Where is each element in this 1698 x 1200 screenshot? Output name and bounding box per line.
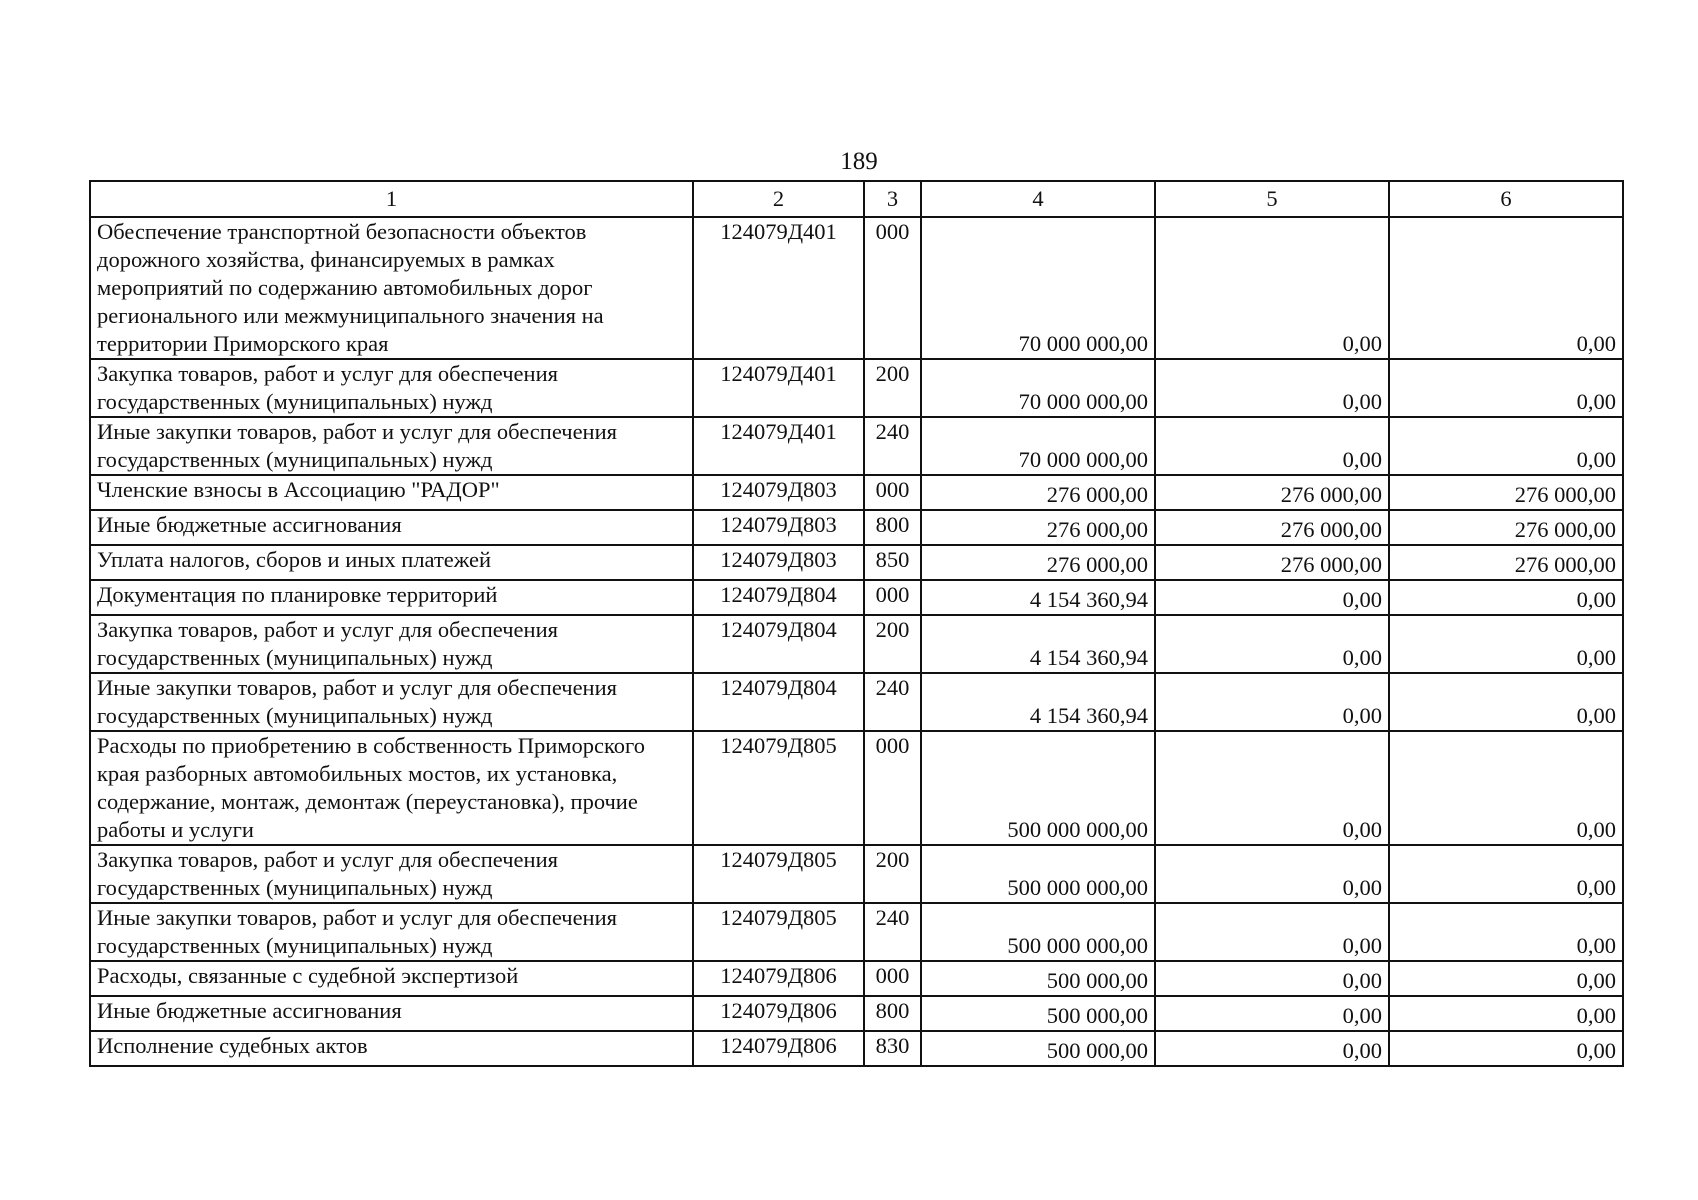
- row-name: Закупка товаров, работ и услуг для обеспечения государственных (муниципальных) нужд: [90, 359, 693, 417]
- row-value-col5: 0,00: [1155, 996, 1389, 1031]
- row-name: Уплата налогов, сборов и иных платежей: [90, 545, 693, 580]
- row-value-col5: 0,00: [1155, 845, 1389, 903]
- row-name: Иные закупки товаров, работ и услуг для обеспечения государственных (муниципальных) нужд: [90, 903, 693, 961]
- row-value-col5: 0,00: [1155, 580, 1389, 615]
- table-row: [90, 996, 1623, 1031]
- row-value-col5: 0,00: [1155, 961, 1389, 996]
- row-name: Закупка товаров, работ и услуг для обеспечения государственных (муниципальных) нужд: [90, 615, 693, 673]
- row-code: 124079Д803: [693, 475, 864, 510]
- row-type: 240: [864, 673, 921, 731]
- row-code: 124079Д803: [693, 545, 864, 580]
- row-value-col5: 0,00: [1155, 359, 1389, 417]
- row-value-col4: 500 000,00: [921, 961, 1155, 996]
- row-code: 124079Д805: [693, 731, 864, 845]
- row-name: Обеспечение транспортной безопасности объектов дорожного хозяйства, финансируемых в рамках мероприятий по содержанию автомобильных дорог регионального или межмуниципального значения на территории Приморского края: [90, 217, 693, 359]
- row-type: 850: [864, 545, 921, 580]
- row-code: 124079Д806: [693, 961, 864, 996]
- row-type: 000: [864, 580, 921, 615]
- row-name: Иные бюджетные ассигнования: [90, 510, 693, 545]
- header-row: [90, 181, 1623, 217]
- row-type: 000: [864, 961, 921, 996]
- row-name: Расходы по приобретению в собственность Приморского края разборных автомобильных мостов, их установка, содержание, монтаж, демонтаж (переустановка), прочие работы и услуги: [90, 731, 693, 845]
- row-value-col5: 276 000,00: [1155, 545, 1389, 580]
- budget-table: [89, 180, 1624, 1067]
- row-value-col6: 0,00: [1389, 996, 1623, 1031]
- row-value-col4: 70 000 000,00: [921, 217, 1155, 359]
- table-row: [90, 615, 1623, 673]
- row-value-col4: 276 000,00: [921, 510, 1155, 545]
- table-row: [90, 545, 1623, 580]
- row-code: 124079Д806: [693, 996, 864, 1031]
- header-col-4: 4: [921, 181, 1155, 217]
- table-row: [90, 1031, 1623, 1066]
- row-value-col4: 500 000 000,00: [921, 731, 1155, 845]
- row-name: Иные закупки товаров, работ и услуг для обеспечения государственных (муниципальных) нужд: [90, 673, 693, 731]
- row-value-col6: 0,00: [1389, 417, 1623, 475]
- table-row: [90, 731, 1623, 845]
- row-value-col5: 0,00: [1155, 1031, 1389, 1066]
- row-name: Закупка товаров, работ и услуг для обеспечения государственных (муниципальных) нужд: [90, 845, 693, 903]
- row-type: 800: [864, 510, 921, 545]
- row-value-col4: 276 000,00: [921, 475, 1155, 510]
- row-code: 124079Д805: [693, 845, 864, 903]
- row-value-col4: 70 000 000,00: [921, 359, 1155, 417]
- row-name: Исполнение судебных актов: [90, 1031, 693, 1066]
- row-type: 200: [864, 845, 921, 903]
- row-value-col5: 0,00: [1155, 731, 1389, 845]
- row-value-col4: 4 154 360,94: [921, 615, 1155, 673]
- row-code: 124079Д401: [693, 417, 864, 475]
- table-row: [90, 961, 1623, 996]
- row-code: 124079Д804: [693, 580, 864, 615]
- row-value-col4: 500 000,00: [921, 996, 1155, 1031]
- table-row: [90, 845, 1623, 903]
- row-value-col6: 0,00: [1389, 217, 1623, 359]
- row-value-col6: 0,00: [1389, 580, 1623, 615]
- row-value-col6: 276 000,00: [1389, 475, 1623, 510]
- header-col-6: 6: [1389, 181, 1623, 217]
- row-name: Членские взносы в Ассоциацию "РАДОР": [90, 475, 693, 510]
- row-code: 124079Д806: [693, 1031, 864, 1066]
- row-value-col6: 0,00: [1389, 845, 1623, 903]
- row-value-col5: 276 000,00: [1155, 510, 1389, 545]
- row-value-col6: 0,00: [1389, 731, 1623, 845]
- table-row: [90, 359, 1623, 417]
- table-row: [90, 417, 1623, 475]
- row-value-col5: 0,00: [1155, 417, 1389, 475]
- table-row: [90, 217, 1623, 359]
- row-type: 000: [864, 731, 921, 845]
- row-type: 240: [864, 903, 921, 961]
- row-value-col6: 0,00: [1389, 359, 1623, 417]
- row-value-col4: 500 000,00: [921, 1031, 1155, 1066]
- row-value-col6: 0,00: [1389, 903, 1623, 961]
- row-code: 124079Д803: [693, 510, 864, 545]
- row-type: 200: [864, 359, 921, 417]
- table-row: [90, 580, 1623, 615]
- row-name: Иные бюджетные ассигнования: [90, 996, 693, 1031]
- table-row: [90, 510, 1623, 545]
- table-body: [90, 217, 1623, 1066]
- header-col-2: 2: [693, 181, 864, 217]
- row-code: 124079Д401: [693, 217, 864, 359]
- row-value-col4: 70 000 000,00: [921, 417, 1155, 475]
- row-type: 200: [864, 615, 921, 673]
- row-code: 124079Д804: [693, 615, 864, 673]
- row-value-col5: 0,00: [1155, 217, 1389, 359]
- row-value-col5: 0,00: [1155, 615, 1389, 673]
- table-header: [90, 181, 1623, 217]
- row-value-col4: 500 000 000,00: [921, 845, 1155, 903]
- row-type: 000: [864, 475, 921, 510]
- table-row: [90, 475, 1623, 510]
- row-type: 000: [864, 217, 921, 359]
- row-value-col6: 0,00: [1389, 673, 1623, 731]
- row-value-col6: 0,00: [1389, 961, 1623, 996]
- header-col-3: 3: [864, 181, 921, 217]
- row-value-col6: 276 000,00: [1389, 510, 1623, 545]
- row-type: 240: [864, 417, 921, 475]
- row-type: 830: [864, 1031, 921, 1066]
- row-value-col5: 0,00: [1155, 903, 1389, 961]
- header-col-5: 5: [1155, 181, 1389, 217]
- row-value-col6: 276 000,00: [1389, 545, 1623, 580]
- row-value-col4: 276 000,00: [921, 545, 1155, 580]
- table-row: [90, 903, 1623, 961]
- row-value-col5: 0,00: [1155, 673, 1389, 731]
- page-number: 189: [840, 148, 878, 175]
- row-value-col4: 4 154 360,94: [921, 673, 1155, 731]
- row-value-col4: 4 154 360,94: [921, 580, 1155, 615]
- row-name: Расходы, связанные с судебной экспертизой: [90, 961, 693, 996]
- table-row: [90, 673, 1623, 731]
- row-value-col4: 500 000 000,00: [921, 903, 1155, 961]
- row-code: 124079Д804: [693, 673, 864, 731]
- row-code: 124079Д401: [693, 359, 864, 417]
- row-name: Документация по планировке территорий: [90, 580, 693, 615]
- row-type: 800: [864, 996, 921, 1031]
- row-code: 124079Д805: [693, 903, 864, 961]
- row-value-col6: 0,00: [1389, 615, 1623, 673]
- header-col-1: 1: [90, 181, 693, 217]
- row-name: Иные закупки товаров, работ и услуг для обеспечения государственных (муниципальных) нужд: [90, 417, 693, 475]
- row-value-col6: 0,00: [1389, 1031, 1623, 1066]
- row-value-col5: 276 000,00: [1155, 475, 1389, 510]
